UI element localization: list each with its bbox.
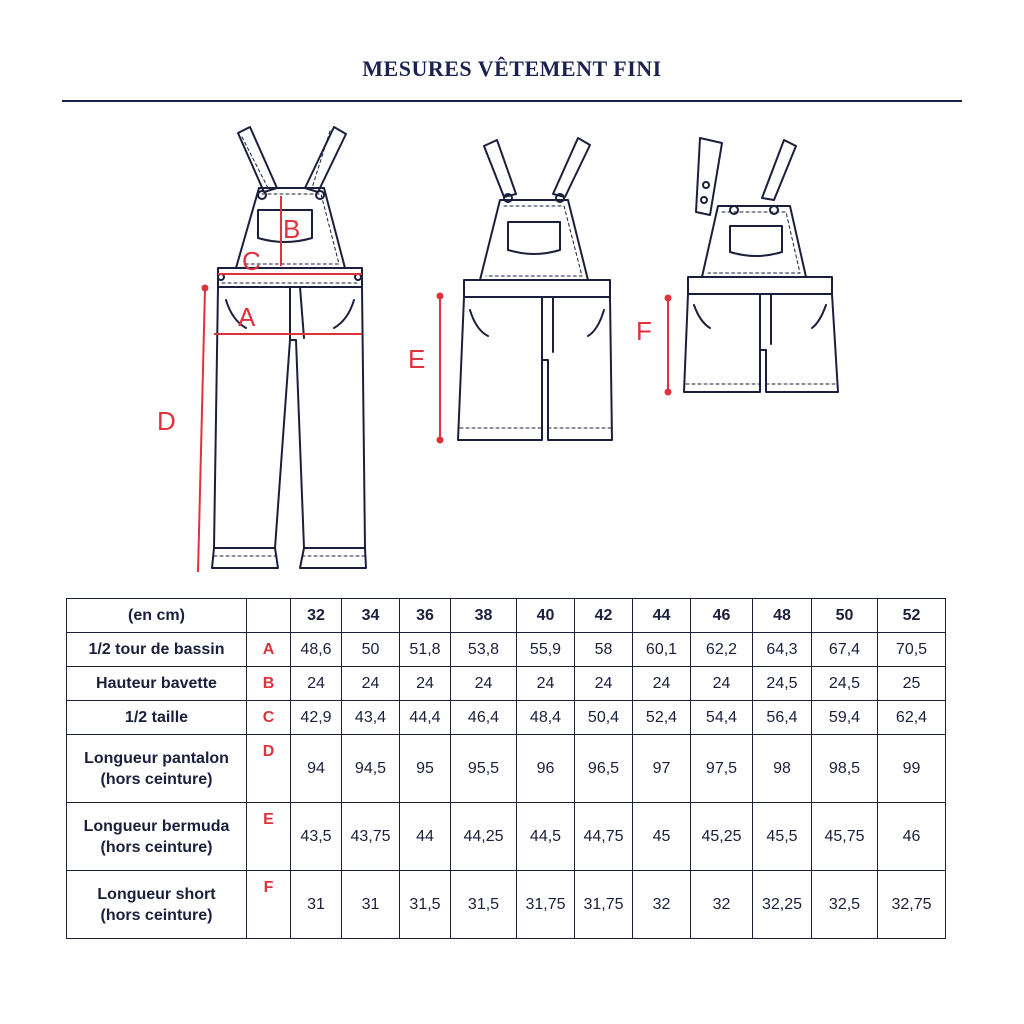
- overall-pantalon-drawing: [212, 127, 366, 568]
- table-cell: 31: [342, 871, 400, 939]
- letter-header: [247, 599, 291, 633]
- table-cell: 43,4: [342, 701, 400, 735]
- table-cell: 24,5: [753, 667, 812, 701]
- size-header: 48: [753, 599, 812, 633]
- table-cell: 43,5: [291, 803, 342, 871]
- table-cell: 32,5: [812, 871, 878, 939]
- table-cell: 70,5: [878, 633, 946, 667]
- table-cell: 44,5: [517, 803, 575, 871]
- table-row: [67, 803, 946, 871]
- table-row: [67, 633, 946, 667]
- table-cell: 51,8: [400, 633, 451, 667]
- row-label: [67, 633, 247, 667]
- table-cell: 53,8: [451, 633, 517, 667]
- table-cell: 31,5: [400, 871, 451, 939]
- size-header: 44: [633, 599, 691, 633]
- measurements-table: [66, 598, 946, 939]
- garment-diagrams: [0, 110, 1024, 590]
- row-label: [67, 701, 247, 735]
- table-cell: 94,5: [342, 735, 400, 803]
- row-letter: E: [247, 803, 291, 871]
- row-label-line: Longueur bermuda: [83, 817, 230, 835]
- table-cell: 24: [633, 667, 691, 701]
- table-cell: 62,4: [878, 701, 946, 735]
- table-cell: 98: [753, 735, 812, 803]
- table-cell: 67,4: [812, 633, 878, 667]
- label-c: C: [242, 246, 261, 276]
- label-e: E: [408, 344, 426, 374]
- table-cell: 31,75: [575, 871, 633, 939]
- table-cell: 46: [878, 803, 946, 871]
- unit-header: (en cm): [67, 599, 247, 633]
- size-header: 52: [878, 599, 946, 633]
- table-cell: 45,25: [691, 803, 753, 871]
- table-cell: 59,4: [812, 701, 878, 735]
- table-cell: 95,5: [451, 735, 517, 803]
- row-letter: C: [247, 701, 291, 735]
- table-cell: 32: [633, 871, 691, 939]
- row-letter: F: [247, 871, 291, 939]
- row-letter: A: [247, 633, 291, 667]
- table-cell: 46,4: [451, 701, 517, 735]
- table-cell: 96: [517, 735, 575, 803]
- table-row: [67, 667, 946, 701]
- table-cell: 44: [400, 803, 451, 871]
- table-cell: 24,5: [812, 667, 878, 701]
- row-label: [67, 803, 247, 871]
- table-cell: 62,2: [691, 633, 753, 667]
- title-divider: [62, 100, 962, 102]
- table-cell: 31,5: [451, 871, 517, 939]
- size-header: 32: [291, 599, 342, 633]
- table-cell: 52,4: [633, 701, 691, 735]
- row-label-line: 1/2 taille: [124, 709, 189, 726]
- table-cell: 32,75: [878, 871, 946, 939]
- label-b: B: [283, 214, 301, 244]
- size-header: 40: [517, 599, 575, 633]
- table-cell: 98,5: [812, 735, 878, 803]
- table-cell: 60,1: [633, 633, 691, 667]
- table-row: [67, 701, 946, 735]
- label-d: D: [157, 406, 176, 436]
- table-cell: 97: [633, 735, 691, 803]
- table-cell: 24: [691, 667, 753, 701]
- row-label: [67, 871, 247, 939]
- table-cell: 43,75: [342, 803, 400, 871]
- size-header: 34: [342, 599, 400, 633]
- table-cell: 24: [517, 667, 575, 701]
- table-cell: 31: [291, 871, 342, 939]
- size-header: 42: [575, 599, 633, 633]
- table-cell: 44,4: [400, 701, 451, 735]
- table-cell: 24: [291, 667, 342, 701]
- table-row: [67, 871, 946, 939]
- table-cell: 44,75: [575, 803, 633, 871]
- row-label-line: 1/2 tour de bassin: [88, 641, 225, 658]
- table-cell: 48,4: [517, 701, 575, 735]
- table-cell: 97,5: [691, 735, 753, 803]
- table-cell: 24: [342, 667, 400, 701]
- table-cell: 56,4: [753, 701, 812, 735]
- row-label-line: (hors ceinture): [100, 838, 213, 856]
- size-header: 38: [451, 599, 517, 633]
- label-a: A: [238, 302, 256, 332]
- size-header: 50: [812, 599, 878, 633]
- table-cell: 48,6: [291, 633, 342, 667]
- table-cell: 25: [878, 667, 946, 701]
- row-label-line: (hors ceinture): [100, 906, 213, 924]
- row-label-line: Longueur pantalon: [84, 749, 229, 767]
- table-cell: 50,4: [575, 701, 633, 735]
- table-cell: 55,9: [517, 633, 575, 667]
- overall-short-drawing: [684, 138, 838, 392]
- page-title: MESURES VÊTEMENT FINI: [362, 56, 662, 81]
- table-cell: 50: [342, 633, 400, 667]
- row-label-line: (hors ceinture): [100, 770, 213, 788]
- row-label: [67, 667, 247, 701]
- row-letter: B: [247, 667, 291, 701]
- table-cell: 32: [691, 871, 753, 939]
- table-cell: 24: [400, 667, 451, 701]
- table-cell: 58: [575, 633, 633, 667]
- table-cell: 45: [633, 803, 691, 871]
- table-cell: 45,5: [753, 803, 812, 871]
- row-letter: D: [247, 735, 291, 803]
- table-header-row: [67, 599, 946, 633]
- size-header: 36: [400, 599, 451, 633]
- label-f: F: [636, 316, 652, 346]
- table-cell: 42,9: [291, 701, 342, 735]
- table-cell: 99: [878, 735, 946, 803]
- table-cell: 24: [451, 667, 517, 701]
- table-row: [67, 735, 946, 803]
- table-cell: 31,75: [517, 871, 575, 939]
- table-cell: 94: [291, 735, 342, 803]
- table-cell: 32,25: [753, 871, 812, 939]
- table-cell: 44,25: [451, 803, 517, 871]
- table-cell: 96,5: [575, 735, 633, 803]
- table-cell: 24: [575, 667, 633, 701]
- table-cell: 64,3: [753, 633, 812, 667]
- table-cell: 95: [400, 735, 451, 803]
- row-label-line: Hauteur bavette: [96, 675, 217, 692]
- row-label-line: Longueur short: [97, 885, 216, 903]
- table-cell: 54,4: [691, 701, 753, 735]
- table-cell: 45,75: [812, 803, 878, 871]
- row-label: [67, 735, 247, 803]
- overall-bermuda-drawing: [458, 138, 612, 440]
- size-header: 46: [691, 599, 753, 633]
